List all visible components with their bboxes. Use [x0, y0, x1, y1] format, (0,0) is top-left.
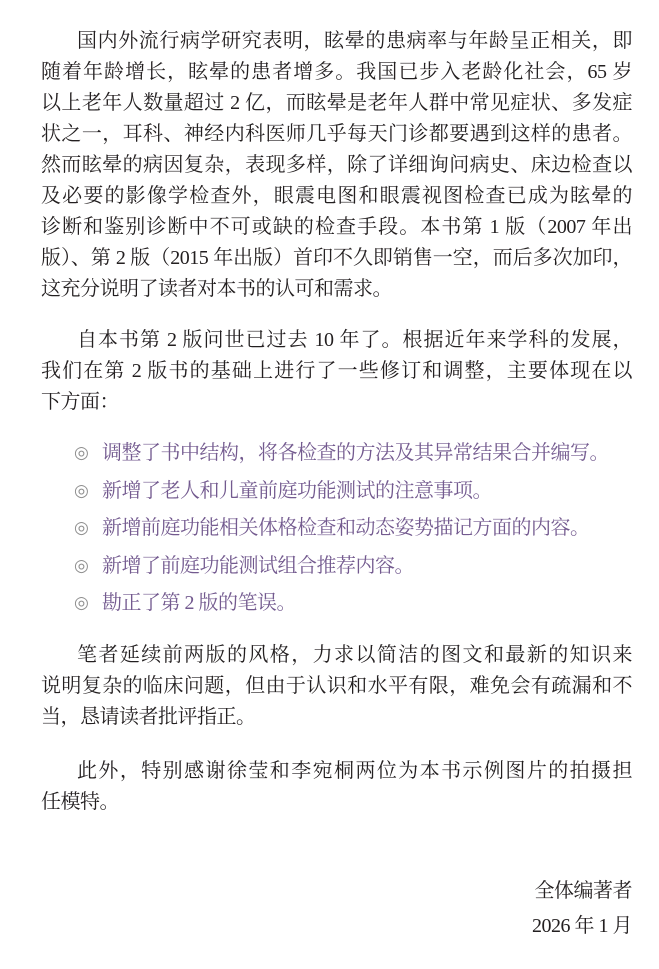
paragraph-line: 说明复杂的临床问题，但由于认识和水平有限，难免会有疏漏和不: [41, 675, 632, 697]
paragraph-line: 然而眩晕的病因复杂，表现多样，除了详细询问病史、床边检查以: [41, 154, 632, 176]
paragraph-line: 我们在第 2 版书的基础上进行了一些修订和调整，主要体现在以: [41, 360, 632, 382]
paragraph-line: 此外，特别感谢徐莹和李宛桐两位为本书示例图片的拍摄担: [77, 760, 632, 782]
bullet-marker-icon: ◎: [74, 480, 89, 501]
bullet-marker-icon: ◎: [74, 443, 89, 463]
revision-item: [74, 473, 634, 511]
paragraph-line: 笔者延续前两版的风格，力求以简洁的图文和最新的知识来: [77, 644, 632, 666]
revision-list: [74, 435, 634, 623]
paragraph-line: 诊断和鉴别诊断中不可或缺的检查手段。本书第 1 版（2007 年出: [41, 216, 632, 238]
paragraph-line: 随着年龄增长，眩晕的患者增多。我国已步入老龄化社会，65 岁: [41, 61, 632, 83]
paragraph-line: 下方面：: [41, 391, 119, 413]
revision-item: [74, 435, 634, 473]
revision-item-text: 新增前庭功能相关体格检查和动态姿势描记方面的内容。: [102, 517, 590, 539]
paragraph-line: 版）、第 2 版（2015 年出版）首印不久即销售一空，而后多次加印，: [41, 247, 632, 269]
paragraph-line: 以上老年人数量超过 2 亿，而眩晕是老年人群中常见症状、多发症: [41, 92, 632, 114]
revision-item-text: 调整了书中结构，将各检查的方法及其异常结果合并编写。: [102, 442, 609, 464]
paragraph-line: 状之一，耳科、神经内科医师几乎每天门诊都要遇到这样的患者。: [41, 123, 632, 145]
paragraph-line: 国内外流行病学研究表明，眩晕的患病率与年龄呈正相关，即: [77, 30, 632, 52]
paragraph-line: 任模特。: [41, 791, 119, 813]
acknowledgement-paragraph: [41, 756, 632, 818]
signature-block: [532, 874, 632, 944]
paragraph-line: 这充分说明了读者对本书的认可和需求。: [41, 278, 392, 300]
paragraph-line: 当，恳请读者批评指正。: [41, 706, 256, 728]
bullet-marker-icon: ◎: [74, 518, 89, 538]
revision-item-text: 勘正了第 2 版的笔误。: [102, 592, 296, 614]
paragraph-line: 及必要的影像学检查外，眼震电图和眼震视图检查已成为眩晕的: [41, 185, 632, 207]
revision-item: [74, 510, 634, 548]
bullet-marker-icon: ◎: [74, 555, 89, 576]
revision-item: [74, 585, 634, 623]
revision-item-text: 新增了前庭功能测试组合推荐内容。: [102, 554, 414, 577]
paragraph-line: 自本书第 2 版问世已过去 10 年了。根据近年来学科的发展，: [77, 329, 632, 351]
revision-item: [74, 548, 634, 586]
bullet-marker-icon: ◎: [74, 593, 89, 613]
intro-paragraph: [41, 26, 632, 305]
revision-item-text: 新增了老人和儿童前庭功能测试的注意事项。: [102, 479, 492, 502]
signature-date: 2026 年 1 月: [532, 915, 632, 937]
author-signature: 全体编著者: [534, 880, 632, 902]
style-note-paragraph: [41, 640, 632, 733]
revision-intro-paragraph: [41, 325, 632, 418]
